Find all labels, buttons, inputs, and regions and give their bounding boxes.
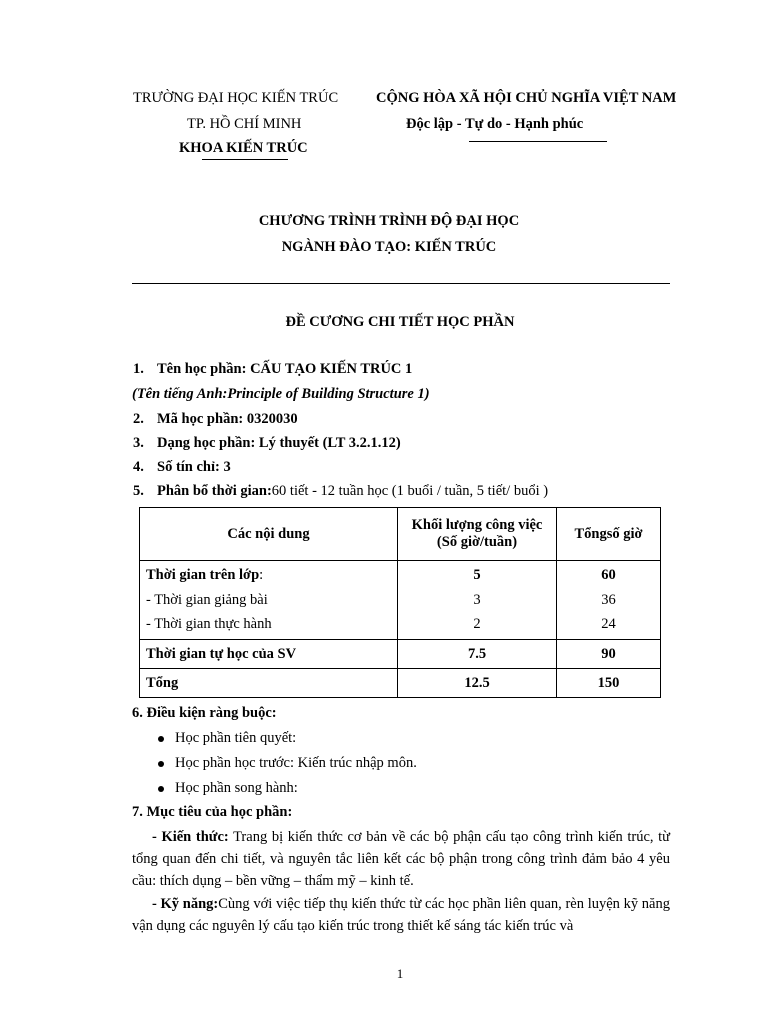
bullet-icon — [158, 786, 164, 792]
time-allocation-table — [139, 507, 661, 698]
knowledge-text: Trang bị kiến thức cơ bản về các bộ phận cấu tạo công trình kiến trúc, từ tổng quan đến chi tiết, và nguyên tắc liên kết các bộ phận trong công trình đảm bảo 4 yêu cầu: thích dụng – bền vững – thẩm mỹ – kinh tế. — [132, 829, 671, 889]
practice-week: 2 — [473, 616, 481, 633]
faculty-underline — [202, 159, 288, 160]
item-5-label: Phân bổ thời gian: — [157, 483, 272, 499]
header-workload-line1: Khối lượng công việc — [411, 517, 543, 533]
class-time-workload-cell — [398, 561, 557, 640]
lecture-week: 3 — [473, 591, 481, 608]
item-2-course-code: Mã học phần: 0320030 — [157, 411, 298, 427]
item-5-number: 5. — [133, 483, 144, 499]
bullet-icon — [158, 736, 164, 742]
table-row — [140, 669, 661, 698]
prerequisite-text: Học phần tiên quyết: — [175, 730, 297, 746]
document-title: ĐỀ CƯƠNG CHI TIẾT HỌC PHẦN — [285, 314, 515, 330]
class-time-cell — [140, 561, 398, 640]
grand-total-label: Tổng — [140, 669, 398, 698]
class-time-total: 60 — [601, 567, 616, 584]
header-total-hours: Tổngsố giờ — [557, 508, 661, 561]
item-5-time-allocation — [157, 483, 548, 500]
section-6-heading: 6. Điều kiện ràng buộc: — [132, 705, 277, 721]
item-1-course-name: Tên học phần: CẤU TẠO KIẾN TRÚC 1 — [157, 361, 413, 377]
skill-text: Cùng với việc tiếp thụ kiến thức từ các học phần liên quan, rèn luyện kỹ năng vận dụng các nguyên lý cấu tạo kiến trúc trong thiết kế sáng tác kiến trúc và — [132, 896, 670, 934]
item-2-number: 2. — [133, 411, 144, 427]
header-workload-line2: (Số giờ/tuần) — [436, 534, 518, 550]
item-1-number: 1. — [133, 361, 144, 377]
motto-underline — [469, 141, 607, 142]
lecture-time-label: - Thời gian giảng bài — [146, 591, 268, 608]
item-5-value: 60 tiết - 12 tuần học (1 buổi / tuần, 5 tiết/ buổi ) — [271, 483, 549, 499]
title-divider — [132, 283, 670, 284]
list-item — [175, 730, 296, 747]
nation-name: CỘNG HÒA XÃ HỘI CHỦ NGHĨA VIỆT NAM — [376, 90, 677, 106]
self-study-week: 7.5 — [398, 640, 557, 669]
table-row — [140, 640, 661, 669]
faculty-name: KHOA KIẾN TRÚC — [179, 140, 308, 156]
knowledge-label: - Kiến thức: — [152, 829, 229, 845]
bullet-icon — [158, 761, 164, 767]
skill-paragraph — [132, 893, 670, 937]
practice-time-label: - Thời gian thực hành — [146, 616, 272, 633]
class-time-label: Thời gian trên lớp — [146, 567, 260, 584]
item-3-course-type: Dạng học phần: Lý thuyết (LT 3.2.1.12) — [157, 435, 401, 451]
item-3-number: 3. — [133, 435, 144, 451]
skill-label: - Kỹ năng: — [152, 896, 219, 912]
school-name-line1: TRƯỜNG ĐẠI HỌC KIẾN TRÚC — [133, 90, 339, 106]
grand-total-hours: 150 — [557, 669, 661, 698]
practice-total: 24 — [601, 616, 616, 633]
school-name-line2: TP. HỒ CHÍ MINH — [187, 116, 302, 132]
class-time-colon: : — [259, 567, 264, 584]
program-major: NGÀNH ĐÀO TẠO: KIẾN TRÚC — [281, 239, 497, 255]
self-study-total: 90 — [557, 640, 661, 669]
section-7-heading: 7. Mục tiêu của học phần: — [132, 804, 293, 820]
lecture-total: 36 — [601, 591, 616, 608]
table-header-row — [140, 508, 661, 561]
program-title: CHƯƠNG TRÌNH TRÌNH ĐỘ ĐẠI HỌC — [258, 213, 520, 229]
self-study-label: Thời gian tự học của SV — [140, 640, 398, 669]
list-item — [175, 780, 298, 797]
item-1-english-name: (Tên tiếng Anh:Principle of Building Structure 1) — [132, 386, 430, 402]
prior-course-text: Học phần học trước: Kiến trúc nhập môn. — [175, 755, 417, 771]
nation-motto: Độc lập - Tự do - Hạnh phúc — [406, 116, 584, 132]
class-time-total-cell — [557, 561, 661, 640]
table-row — [140, 561, 661, 640]
header-contents: Các nội dung — [140, 508, 398, 561]
header-workload — [398, 508, 557, 561]
item-4-number: 4. — [133, 459, 144, 475]
parallel-course-text: Học phần song hành: — [175, 780, 298, 796]
knowledge-paragraph — [132, 826, 670, 892]
page-number: 1 — [396, 966, 404, 981]
class-time-week: 5 — [473, 567, 481, 584]
grand-total-week: 12.5 — [398, 669, 557, 698]
item-4-credits: Số tín chỉ: 3 — [157, 459, 231, 475]
list-item — [175, 755, 417, 772]
